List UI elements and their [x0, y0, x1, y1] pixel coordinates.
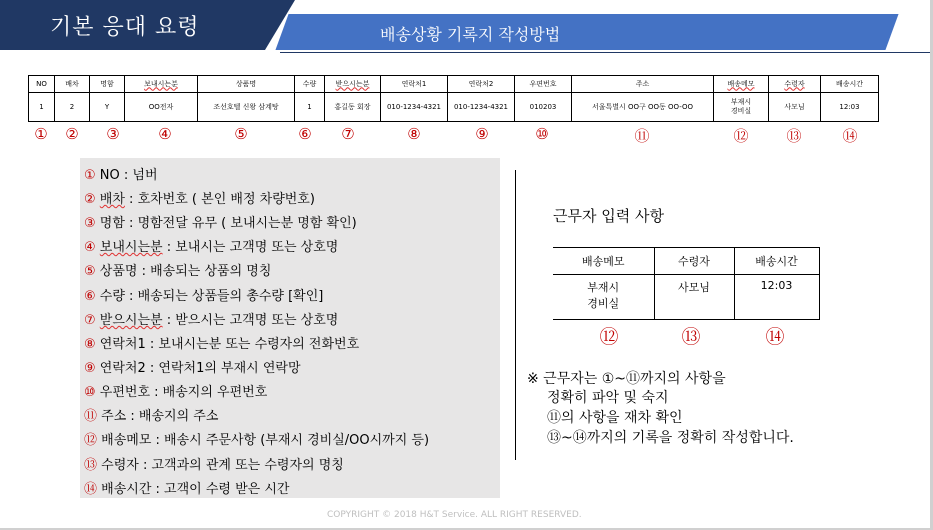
description-item: ⑩ 우편번호 : 배송지의 우편번호	[84, 385, 268, 400]
header-cell: 보내시는분	[125, 76, 198, 93]
description-item: ② 배차 : 호차번호 ( 본인 배정 차량번호)	[84, 192, 315, 207]
copyright-footer: COPYRIGHT © 2018 H&T Service. ALL RIGHT RESERVED.	[327, 510, 582, 520]
table-cell: 12:03	[734, 275, 819, 320]
description-item: ⑭ 배송시간 : 고객이 수령 받은 시간	[84, 482, 290, 497]
table-row	[29, 93, 879, 122]
column-marker: ⑥	[298, 125, 312, 143]
header-cell: 배차	[55, 76, 90, 93]
description-item: ⑪ 주소 : 배송지의 주소	[84, 409, 219, 424]
header-cell: 명함	[90, 76, 125, 93]
table-cell: 부재시 경비실	[714, 93, 769, 122]
description-item: ④ 보내시는분 : 보내시는 고객명 또는 상호명	[84, 240, 339, 255]
column-marker: ④	[158, 125, 172, 143]
description-item: ① NO : 넘버	[84, 168, 158, 183]
table-cell: 010-1234-4321	[448, 93, 515, 122]
table-cell: 1	[295, 93, 325, 122]
table-cell: 12:03	[821, 93, 879, 122]
delivery-record-table	[28, 75, 879, 122]
column-marker: ⑩	[535, 125, 549, 143]
page-title: 기본 응대 요령	[50, 15, 200, 40]
table-header-row	[29, 76, 879, 93]
worker-input-table	[553, 247, 820, 320]
table-cell: 조선호텔 신왕 삼계탕	[198, 93, 295, 122]
column-marker: ①	[34, 125, 48, 143]
column-marker: ⑫	[599, 326, 619, 348]
header-cell: 수령자	[769, 76, 821, 93]
worker-note-line: 정확히 파악 및 숙지	[547, 390, 669, 406]
description-item: ⑥ 수량 : 배송되는 상품들의 총수량 [확인]	[84, 289, 324, 304]
header-divider	[280, 52, 933, 53]
header-cell: 수량	[295, 76, 325, 93]
description-item: ③ 명함 : 명함전달 유무 ( 보내시는분 명함 확인)	[84, 216, 357, 231]
header-cell: 우편번호	[515, 76, 572, 93]
table-cell: 사모님	[769, 93, 821, 122]
page-subtitle: 배송상황 기록지 작성방법	[380, 25, 561, 44]
column-marker: ②	[65, 125, 79, 143]
description-item: ⑤ 상품명 : 배송되는 상품의 명칭	[84, 264, 272, 279]
header-cell: 연락처1	[381, 76, 448, 93]
table-cell: 1	[29, 93, 55, 122]
column-marker: ⑬	[681, 326, 701, 348]
header-cell: 배송시간	[734, 248, 819, 275]
header-cell: NO	[29, 76, 55, 93]
subtitle-banner	[275, 14, 898, 50]
column-marker: ⑧	[407, 125, 421, 143]
header-cell: 수령자	[654, 248, 734, 275]
header-cell: 배송시간	[821, 76, 879, 93]
description-item: ⑨ 연락처2 : 연락처1의 부재시 연락망	[84, 361, 301, 376]
table-cell: 홍길동 회장	[325, 93, 381, 122]
table-header-row	[553, 248, 819, 275]
column-marker: ⑭	[765, 326, 785, 348]
table-cell: 부재시 경비실	[553, 275, 654, 320]
table-cell: 010203	[515, 93, 572, 122]
header-cell: 연락처2	[448, 76, 515, 93]
column-marker: ⑫	[733, 127, 749, 145]
section-divider	[515, 170, 516, 460]
description-item: ⑬ 수령자 : 고객과의 관계 또는 수령자의 명칭	[84, 458, 344, 473]
header-cell: 배송메모	[714, 76, 769, 93]
column-marker: ⑦	[341, 125, 355, 143]
description-item: ⑧ 연락처1 : 보내시는분 또는 수령자의 전화번호	[84, 337, 360, 352]
worker-input-title: 근무자 입력 사항	[553, 207, 664, 225]
header-cell: 배송메모	[553, 248, 654, 275]
column-marker: ⑬	[786, 127, 802, 145]
header-cell: 주소	[572, 76, 714, 93]
description-item: ⑦ 받으시는분 : 받으시는 고객명 또는 상호명	[84, 313, 339, 328]
column-marker: ⑨	[475, 125, 489, 143]
worker-note-line: ⑪의 사항을 재차 확인	[547, 410, 683, 426]
table-cell: Y	[90, 93, 125, 122]
worker-note-line: ⑬~⑭까지의 기록을 정확히 작성합니다.	[547, 430, 794, 446]
table-cell: 2	[55, 93, 90, 122]
column-number-markers	[0, 125, 933, 145]
description-item: ⑫ 배송메모 : 배송시 주문사항 (부재시 경비실/OO시까지 등)	[84, 433, 430, 448]
column-marker: ③	[106, 125, 120, 143]
column-marker: ⑤	[234, 125, 248, 143]
header-cell: 받으시는분	[325, 76, 381, 93]
header-cell: 상품명	[198, 76, 295, 93]
column-marker: ⑪	[634, 127, 650, 145]
table-cell: OO전자	[125, 93, 198, 122]
table-cell: 010-1234-4321	[381, 93, 448, 122]
worker-note-line: ※ 근무자는 ①~⑪까지의 사항을	[527, 371, 726, 387]
table-row	[553, 275, 819, 320]
table-cell: 서울특별시 OO구 OO동 OO-OO	[572, 93, 714, 122]
column-marker: ⑭	[842, 127, 858, 145]
table-cell: 사모님	[654, 275, 734, 320]
